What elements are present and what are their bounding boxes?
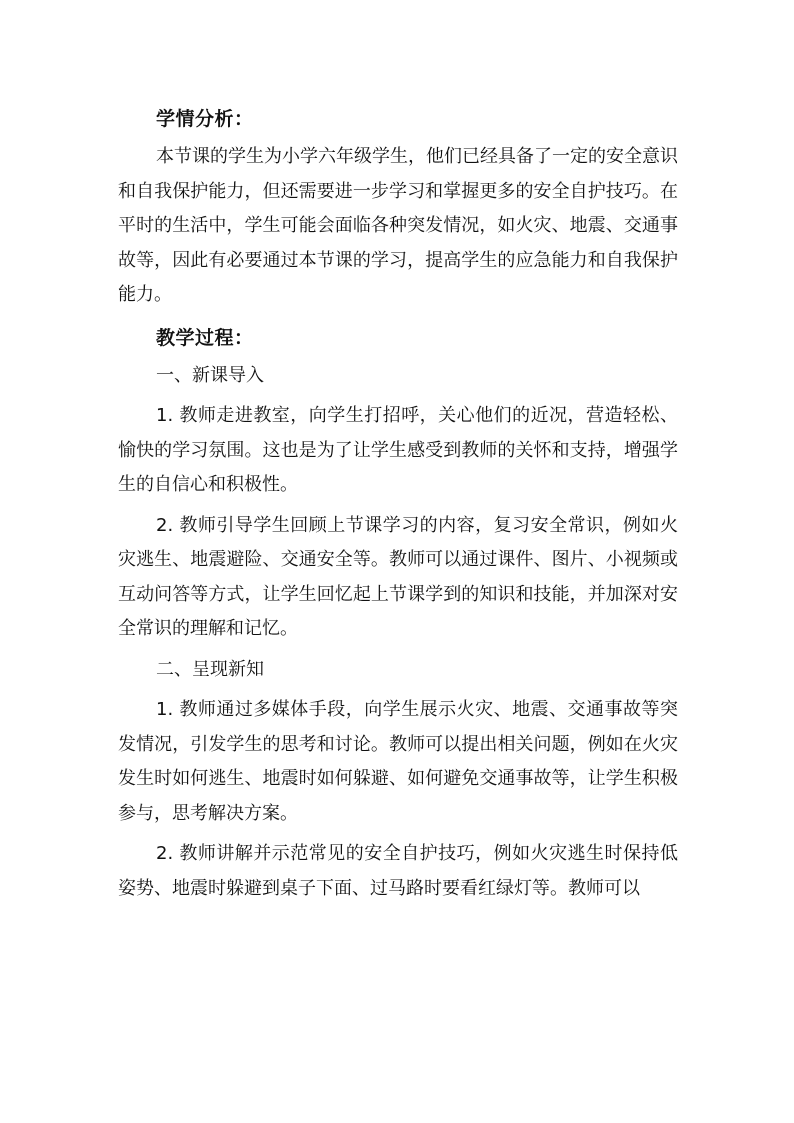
document-page	[118, 100, 678, 906]
paragraph-new-knowledge-item-2: 2. 教师讲解并示范常见的安全自护技巧，例如火灾逃生时保持低姿势、地震时躲避到桌子下面、过马路时要看红绿灯等。教师可以	[118, 843, 678, 899]
section-title-new-knowledge: 二、呈现新知	[156, 658, 264, 680]
heading-teaching-process: 教学过程：	[156, 326, 254, 349]
paragraph-intro-item-2: 2. 教师引导学生回顾上节课学习的内容，复习安全常识，例如火灾逃生、地震避险、交通安全等。教师可以通过课件、图片、小视频或互动问答等方式，让学生回忆起上节课学到的知识和技能，并加深对安全常识的理解和记忆。	[118, 514, 678, 639]
section-title-introduction: 一、新课导入	[156, 364, 264, 386]
heading-student-analysis: 学情分析：	[156, 108, 254, 130]
paragraph-student-analysis: 本节课的学生为小学六年级学生，他们已经具备了一定的安全意识和自我保护能力，但还需要进一步学习和掌握更多的安全自护技巧。在平时的生活中，学生可能会面临各种突发情况，如火灾、地震、交通事故等，因此有必要通过本节课的学习，提高学生的应急能力和自我保护能力。	[118, 146, 678, 305]
paragraph-new-knowledge-item-1: 1. 教师通过多媒体手段，向学生展示火灾、地震、交通事故等突发情况，引发学生的思考和讨论。教师可以提出相关问题，例如在火灾发生时如何逃生、地震时如何躲避、如何避免交通事故等，让学生积极参与，思考解决方案。	[118, 699, 678, 824]
paragraph-intro-item-1: 1. 教师走进教室，向学生打招呼，关心他们的近况，营造轻松、愉快的学习氛围。这也是为了让学生感受到教师的关怀和支持，增强学生的自信心和积极性。	[118, 405, 678, 495]
